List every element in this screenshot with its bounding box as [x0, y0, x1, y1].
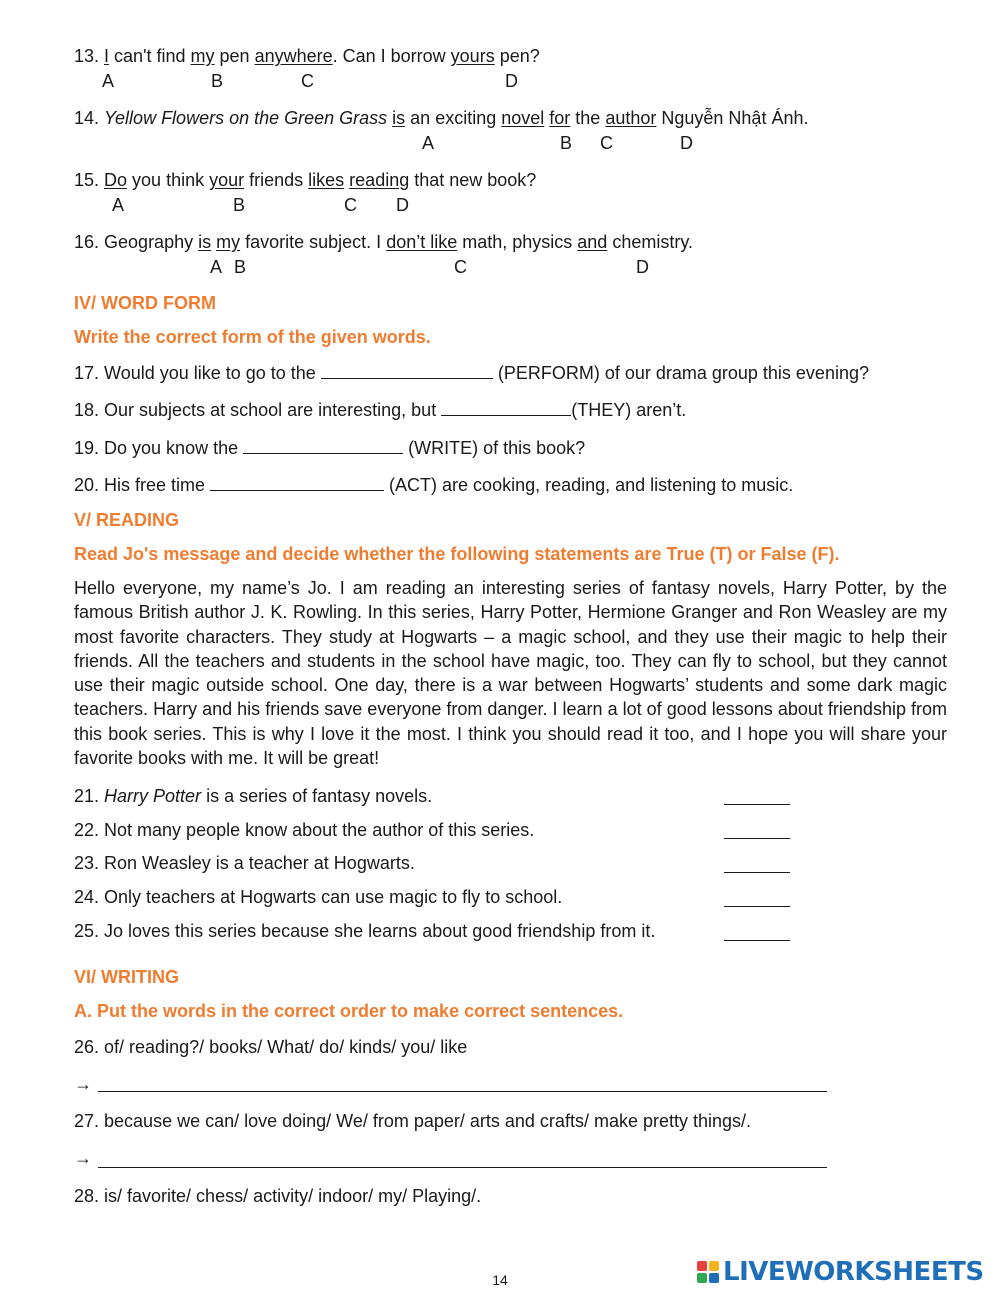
answer-blank-22[interactable]	[724, 837, 790, 839]
question-27: 27. because we can/ love doing/ We/ from paper/ arts and crafts/ make pretty things/.	[74, 1111, 752, 1131]
option-c-word: anywhere	[254, 46, 333, 66]
answer-blank-17[interactable]	[321, 360, 493, 379]
question-24: 24. Only teachers at Hogwarts can use magic to fly to school.	[74, 887, 563, 907]
question-26: 26. of/ reading?/ books/ What/ do/ kinds/ you/ like	[74, 1037, 468, 1057]
logo-text: LIVEWORKSHEETS	[723, 1257, 984, 1287]
question-22: 22. Not many people know about the author of this series.	[74, 820, 535, 840]
logo-cube	[709, 1261, 719, 1271]
answer-line-26[interactable]	[98, 1090, 827, 1092]
section-4-instruction: Write the correct form of the given words.	[74, 327, 431, 347]
option-d-word: yours	[450, 46, 495, 66]
option-b-word: your	[209, 170, 245, 190]
option-d-word: author	[605, 108, 657, 128]
question-18: 18. Our subjects at school are interesting, but (THEY) aren’t.	[74, 397, 686, 421]
arrow-icon: →	[74, 1148, 92, 1168]
question-16: 16. Geography is my favorite subject. I don’t like math, physics and chemistry.	[74, 232, 694, 252]
answer-line-27[interactable]	[98, 1166, 827, 1168]
section-6-heading: VI/ WRITING	[74, 967, 179, 987]
question-19: 19. Do you know the (WRITE) of this book?	[74, 435, 585, 459]
question-14: 14. Yellow Flowers on the Green Grass is an exciting novel for the author Nguyễn Nhật Ánh.	[74, 108, 809, 128]
option-b-word: my	[190, 46, 215, 66]
answer-blank-23[interactable]	[724, 871, 790, 873]
book-title: Yellow Flowers on the Green Grass	[104, 108, 388, 128]
question-25: 25. Jo loves this series because she learns about good friendship from it.	[74, 921, 656, 941]
section-5-instruction: Read Jo's message and decide whether the following statements are True (T) or False (F).	[74, 544, 840, 564]
answer-blank-18[interactable]	[441, 397, 571, 416]
question-20: 20. His free time (ACT) are cooking, reading, and listening to music.	[74, 472, 793, 496]
question-13: 13. I can't find my pen anywhere. Can I borrow yours pen?	[74, 46, 540, 66]
logo-cube	[697, 1273, 707, 1283]
option-a-word: Do	[104, 170, 128, 190]
answer-blank-25[interactable]	[724, 939, 790, 941]
section-5-heading: V/ READING	[74, 510, 180, 530]
option-c-word: don’t like	[386, 232, 458, 252]
question-15: 15. Do you think your friends likes reading that new book?	[74, 170, 537, 190]
option-c-word: for	[549, 108, 571, 128]
option-d-word: and	[577, 232, 608, 252]
option-c-word: likes	[308, 170, 345, 190]
reading-passage: Hello everyone, my name’s Jo. I am reading an interesting series of fantasy novels, Harry Potter, by the famous British author J. K. Rowling. In this series, Harry Potter, Hermione Granger and Ron Weasley are my most favorite characters. They study at Hogwarts – a magic school, and they use their magic to help their friends. All the teachers and students in the school have magic, too. They can fly to school, but they cannot use their magic outside school. One day, there is a war between Hogwarts’ students and some dark magic teachers. Harry and his friends save everyone from danger. I learn a lot of good lessons about friendship from this book series. This is why I love it the most. I think you should read it too, and I hope you will share your favorite books with me. It will be great!	[74, 578, 947, 769]
option-b-word: novel	[501, 108, 545, 128]
answer-blank-20[interactable]	[210, 472, 384, 491]
option-d-word: reading	[349, 170, 410, 190]
question-28: 28. is/ favorite/ chess/ activity/ indoor/ my/ Playing/.	[74, 1186, 482, 1206]
liveworksheets-logo	[697, 1257, 984, 1287]
answer-blank-21[interactable]	[724, 803, 790, 805]
answer-blank-24[interactable]	[724, 905, 790, 907]
option-a-word: is	[198, 232, 212, 252]
option-b-word: my	[216, 232, 241, 252]
arrow-icon: →	[74, 1074, 92, 1094]
question-21: 21. Harry Potter is a series of fantasy novels.	[74, 786, 433, 806]
logo-cubes-icon	[697, 1261, 719, 1283]
option-a-word: I	[104, 46, 110, 66]
section-4-heading: IV/ WORD FORM	[74, 293, 216, 313]
page-number: 14	[492, 1272, 508, 1288]
logo-cube	[697, 1261, 707, 1271]
answer-blank-19[interactable]	[243, 435, 403, 454]
question-17: 17. Would you like to go to the (PERFORM) of our drama group this evening?	[74, 360, 869, 384]
series-title: Harry Potter	[104, 786, 202, 806]
logo-cube	[709, 1273, 719, 1283]
section-6-instruction: A. Put the words in the correct order to make correct sentences.	[74, 1001, 624, 1021]
question-23: 23. Ron Weasley is a teacher at Hogwarts.	[74, 853, 415, 873]
option-a-word: is	[392, 108, 406, 128]
